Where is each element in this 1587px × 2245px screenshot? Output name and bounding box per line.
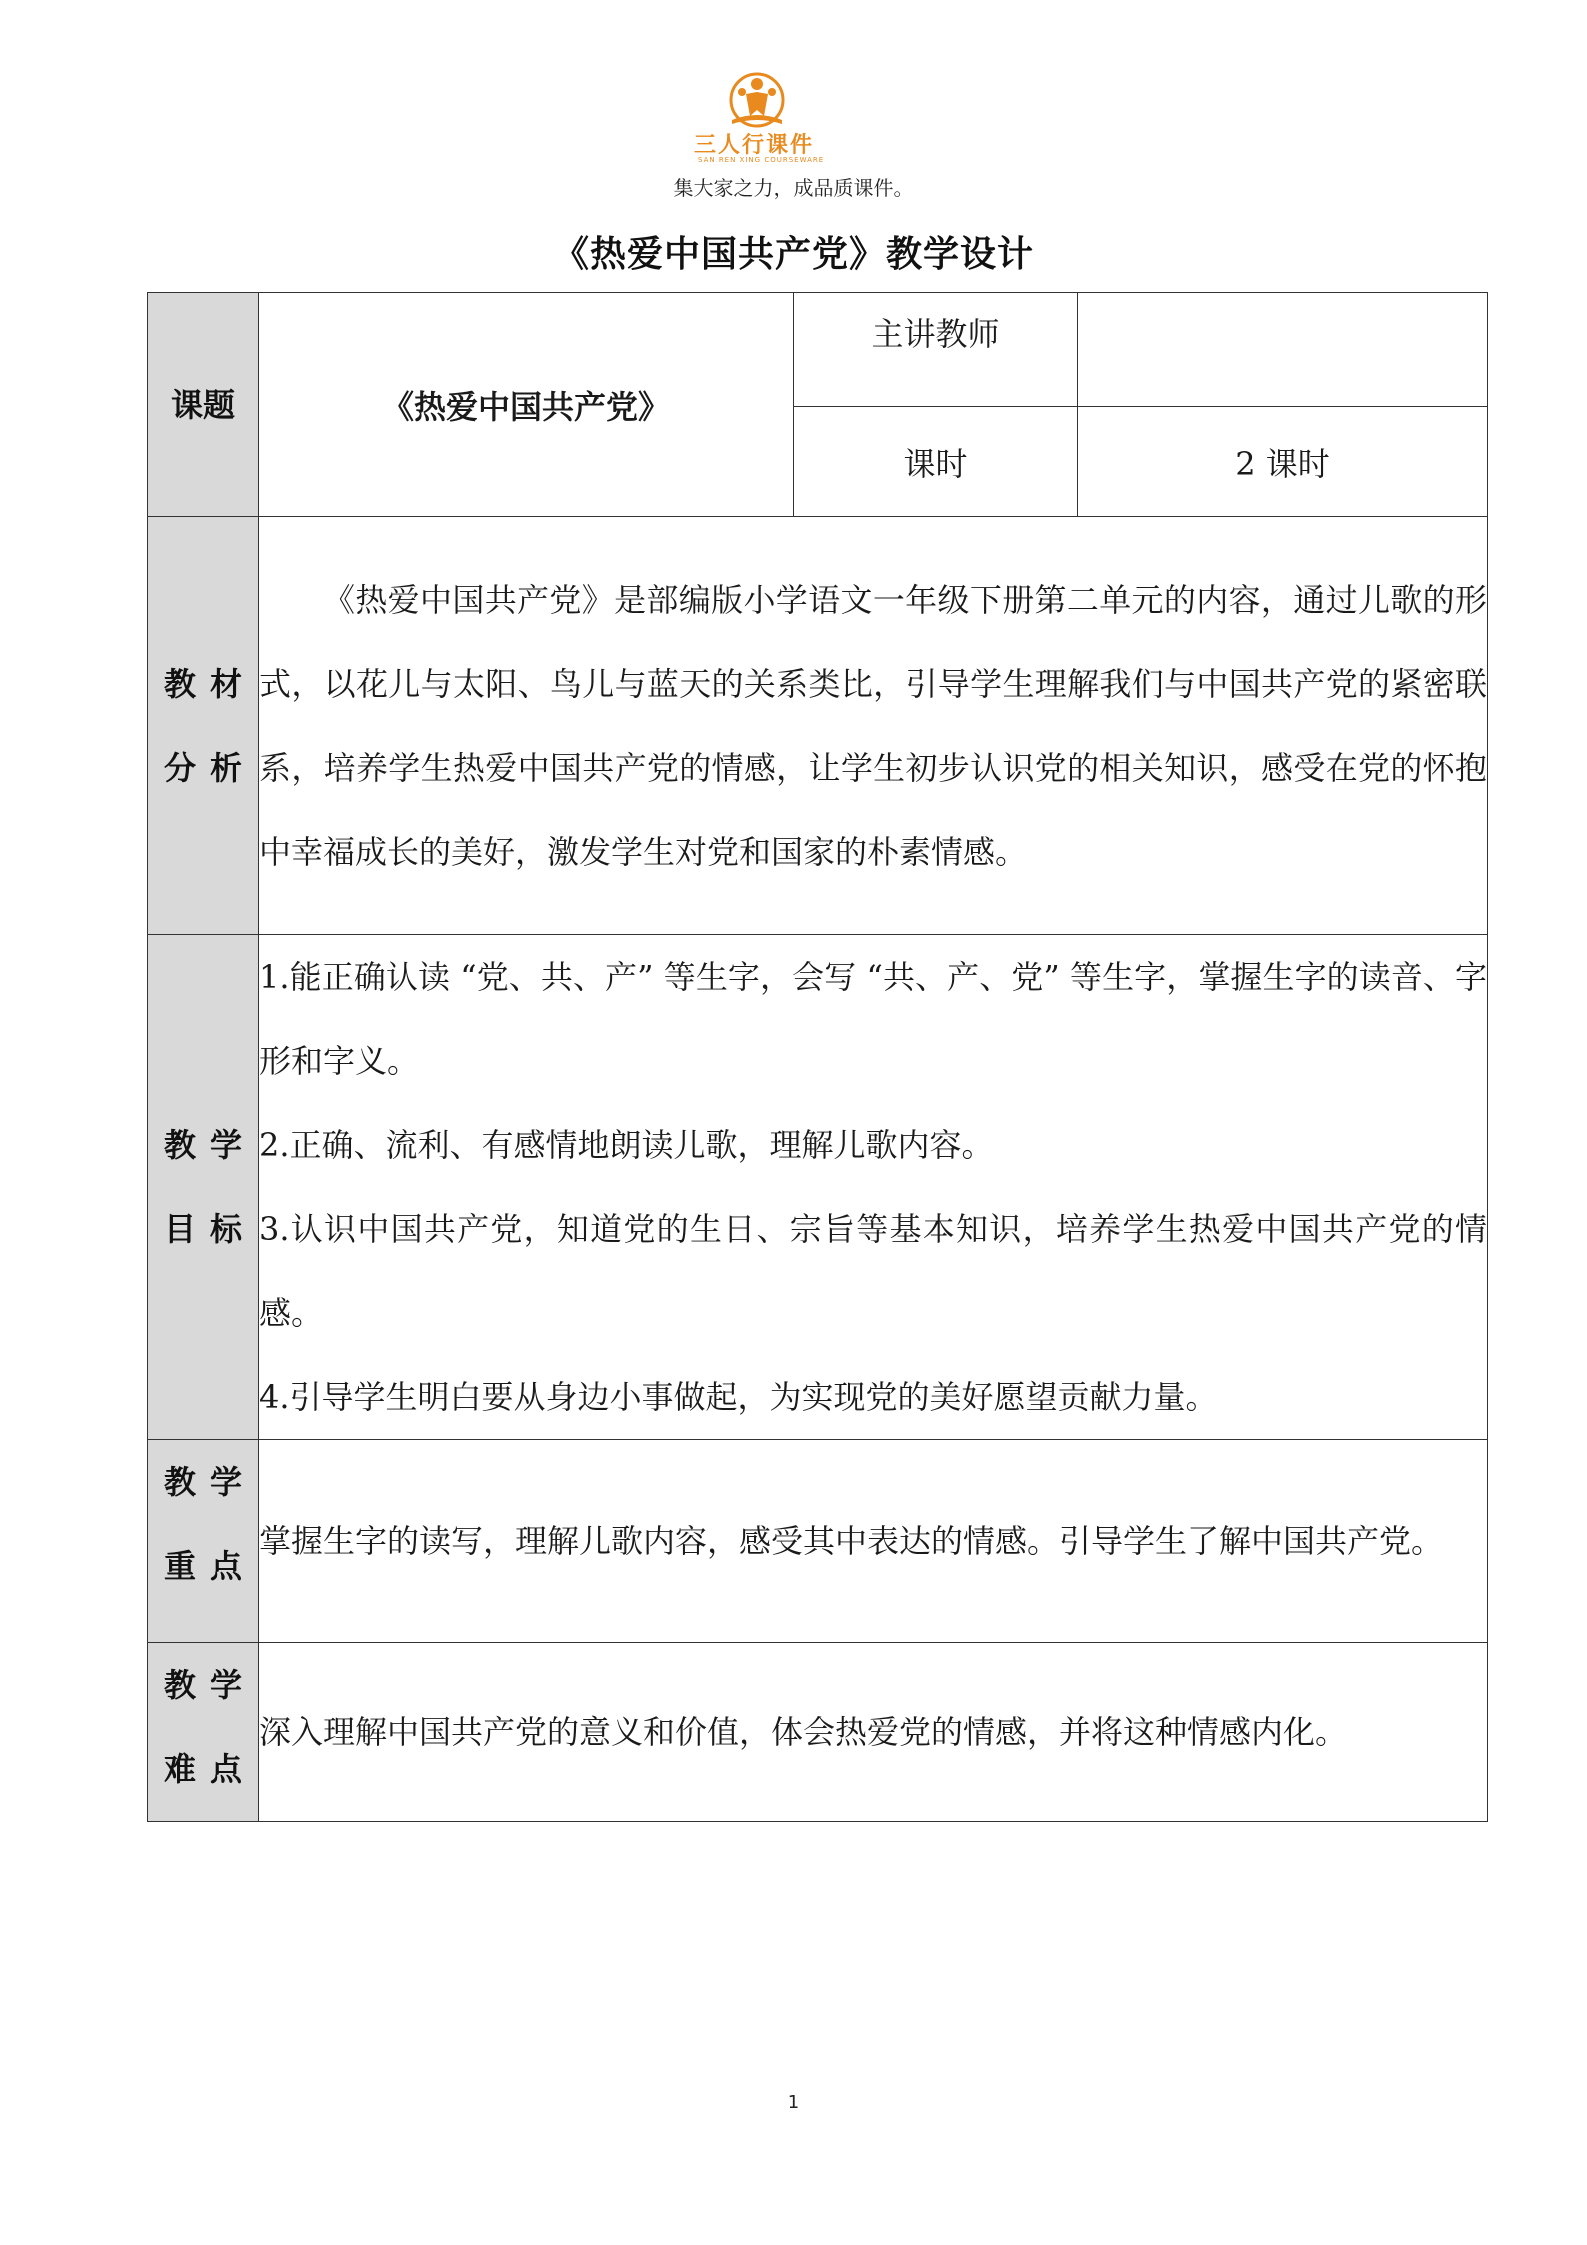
- goal-item: 3.认识中国共产党，知道党的生日、宗旨等基本知识，培养学生热爱中国共产党的情感。: [259, 1210, 1487, 1332]
- difficulties-label-line1: 教学: [163, 1666, 256, 1704]
- topic-value: 《热爱中国共产党》: [259, 293, 794, 517]
- page-number: 1: [787, 2092, 800, 2113]
- goals-content: [259, 935, 1488, 1440]
- slogan: 集大家之力，成品质课件。: [673, 176, 914, 200]
- analysis-label-line2: 分析: [163, 748, 256, 787]
- goals-label-line1: 教学: [163, 1126, 256, 1164]
- goals-label-cell: [148, 935, 259, 1440]
- key-points-text: 掌握生字的读写，理解儿歌内容，感受其中表达的情感。引导学生了解中国共产党。: [259, 1522, 1444, 1560]
- goal-item: 1.能正确认读 “党、共、产” 等生字，会写 “共、产、党” 等生字，掌握生字的读音、字形和字义。: [259, 958, 1487, 1080]
- analysis-label-cell: [148, 517, 259, 935]
- difficulties-label-line2: 难点: [163, 1750, 256, 1788]
- difficulties-content: [259, 1643, 1488, 1822]
- teacher-label: 主讲教师: [794, 293, 1078, 407]
- key-points-label-line1: 教学: [163, 1463, 256, 1501]
- analysis-label-line1: 教材: [163, 664, 256, 703]
- topic-label-cell: [148, 293, 259, 517]
- analysis-content: [259, 517, 1488, 935]
- key-points-content: [259, 1440, 1488, 1643]
- key-points-label-line2: 重点: [163, 1547, 256, 1585]
- document-title: 《热爱中国共产党》教学设计: [552, 233, 1034, 275]
- goals-label-line2: 目标: [163, 1210, 256, 1248]
- logo-text: 三人行课件: [694, 132, 815, 158]
- brand-logo: [684, 70, 904, 170]
- lesson-design-table: [147, 292, 1488, 1822]
- period-value: 2 课时: [1078, 407, 1488, 517]
- logo-figures-icon: [724, 70, 790, 130]
- topic-label: 课题: [170, 385, 235, 424]
- goal-item: 4.引导学生明白要从身边小事做起，为实现党的美好愿望贡献力量。: [259, 1378, 1218, 1416]
- key-points-label-cell: [148, 1440, 259, 1643]
- logo-subtext: SAN REN XING COURSEWARE: [698, 156, 825, 164]
- goal-item: 2.正确、流利、有感情地朗读儿歌，理解儿歌内容。: [259, 1126, 994, 1164]
- difficulties-label-cell: [148, 1643, 259, 1822]
- difficulties-text: 深入理解中国共产党的意义和价值，体会热爱党的情感，并将这种情感内化。: [259, 1713, 1348, 1751]
- teacher-value: [1078, 293, 1488, 407]
- period-label: 课时: [794, 407, 1078, 517]
- analysis-paragraph: 《热爱中国共产党》是部编版小学语文一年级下册第二单元的内容，通过儿歌的形式，以花儿与太阳、鸟儿与蓝天的关系类比，引导学生理解我们与中国共产党的紧密联系，培养学生热爱中国共产党的情感，让学生初步认识党的相关知识，感受在党的怀抱中幸福成长的美好，激发学生对党和国家的朴素情感。: [259, 580, 1487, 871]
